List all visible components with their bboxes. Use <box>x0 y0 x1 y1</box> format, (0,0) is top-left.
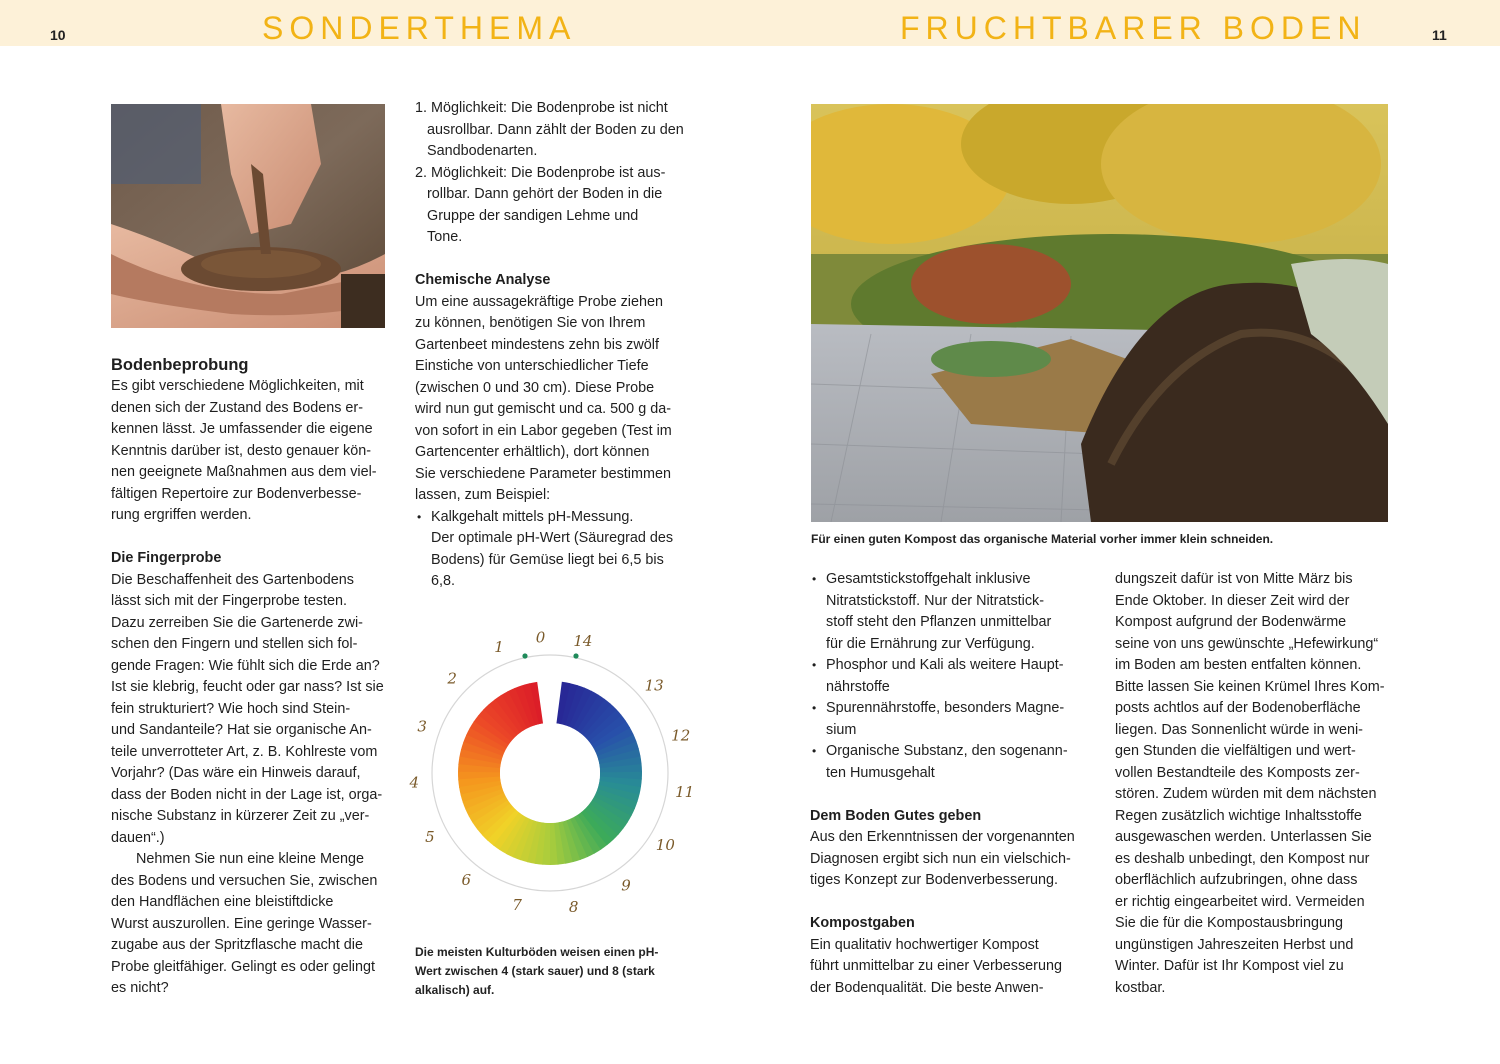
caption-line: alkalisch) auf. <box>415 983 495 997</box>
ph-label: 6 <box>461 871 472 890</box>
finger-line: teile unverrotteter Art, z. B. Kohlreste vom <box>111 743 378 760</box>
nutrient-line: nährstoffe <box>826 678 890 695</box>
finger-line: schen den Fingern und stellen sich fol- <box>111 636 358 652</box>
column-4 <box>1115 569 1390 999</box>
nutrient-line: ten Humusgehalt <box>826 764 935 781</box>
ph-label: 4 <box>409 773 420 792</box>
intro-line: fältigen Repertoire zur Bodenverbesse- <box>111 485 362 502</box>
parameter-line: 6,8. <box>431 573 456 589</box>
body-line: Regen zusätzlich wichtige Inhaltsstoffe <box>1115 807 1362 824</box>
ph-label: 3 <box>417 717 427 736</box>
finger-line: Dazu zerreiben Sie die Gartenerde zwi- <box>111 614 363 631</box>
heading-chemische-analyse: Chemische Analyse <box>415 272 551 288</box>
finger-line: nische Substanz in kürzerer Zeit zu „ver- <box>111 808 370 824</box>
ph-wheel-svg <box>400 625 700 930</box>
ph-label: 14 <box>573 632 593 651</box>
heading-bodenbeprobung: Bodenbeprobung <box>111 356 249 374</box>
body-line: vollen Bestandteile des Komposts zer- <box>1115 764 1360 781</box>
intro-line: rung ergriffen werden. <box>111 507 252 523</box>
option-line: Tone. <box>427 229 463 245</box>
body-line: im Boden am besten entfalten können. <box>1115 657 1362 673</box>
running-head-right: FRUCHTBARER BODEN <box>900 10 1367 46</box>
body-line: ungünstigen Jahreszeiten Herbst und <box>1115 936 1354 953</box>
body-line: Winter. Dafür ist Ihr Kompost viel zu <box>1115 958 1344 974</box>
options-list <box>415 98 690 249</box>
body-line: Ein qualitativ hochwertiger Kompost <box>810 936 1039 953</box>
nutrient-item <box>810 698 1085 741</box>
body-line: führt unmittelbar zu einer Verbesserung <box>810 958 1062 974</box>
finger-line: dauen“.) <box>111 829 165 846</box>
ph-label: 0 <box>535 628 546 647</box>
soil-hands-photo <box>111 104 385 328</box>
parameter-item <box>415 507 690 593</box>
heading-fingerprobe: Die Fingerprobe <box>111 550 222 566</box>
option-line: rollbar. Dann gehört der Boden in die <box>427 186 663 202</box>
marker-dot <box>522 653 527 658</box>
finger-line: lässt sich mit der Fingerprobe testen. <box>111 593 347 609</box>
finger-line: Ist sie klebrig, feucht oder gar nass? Ist sie <box>111 679 384 695</box>
ph-label: 1 <box>494 637 504 656</box>
body-line: es deshalb unbedingt, den Kompost nur <box>1115 850 1370 867</box>
analysis-line: wird nun gut gemischt und ca. 500 g da- <box>415 401 671 417</box>
wurst-line: Probe gleitfähiger. Gelingt es oder gelingt <box>111 958 375 975</box>
finger-line: und Sandanteile? Hat sie organische An- <box>111 722 372 738</box>
running-head-left: SONDERTHEMA <box>262 10 577 46</box>
column-2 <box>415 98 690 593</box>
ph-wheel-caption <box>415 943 690 1000</box>
page-number-left: 10 <box>50 27 66 43</box>
nutrient-line: • Gesamtstickstoffgehalt inklusive <box>826 571 1031 587</box>
body-line: Diagnosen ergibt sich nun ein vielschich- <box>810 850 1071 867</box>
body-line: ausgewaschen werden. Unterlassen Sie <box>1115 829 1372 845</box>
ph-label: 2 <box>447 669 457 688</box>
wheel-center <box>500 723 600 823</box>
ph-label: 10 <box>655 836 675 855</box>
analysis-line: von sofort in ein Labor gegeben (Test im <box>415 422 672 439</box>
option-line: Möglichkeit: Die Bodenprobe ist aus- <box>431 164 666 181</box>
option-item <box>415 98 690 163</box>
body-line: posts achtlos auf der Bodenoberfläche <box>1115 700 1361 716</box>
analysis-line: Gartencenter erhältlich), dort können <box>415 444 650 460</box>
analysis-line: Gartenbeet mindestens zehn bis zwölf <box>415 336 659 353</box>
wurst-line: Nehmen Sie nun eine kleine Menge <box>136 851 365 867</box>
ph-label: 12 <box>671 726 691 745</box>
nutrient-line: stoff steht den Pflanzen unmittelbar <box>826 614 1052 630</box>
body-line: liegen. Das Sonnenlicht würde in weni- <box>1115 721 1363 738</box>
analysis-line: Einstiche von unterschiedlicher Tiefe <box>415 358 649 374</box>
option-line: Möglichkeit: Die Bodenprobe ist nicht <box>431 100 668 116</box>
finger-line: Vorjahr? (Das wäre ein Hinweis darauf, <box>111 765 361 781</box>
nutrient-item <box>810 741 1085 784</box>
ph-label: 13 <box>644 676 664 695</box>
marker-dot <box>573 653 578 658</box>
heading-dem-boden-gutes-geben: Dem Boden Gutes geben <box>810 807 982 824</box>
body-line: Kompost aufgrund der Bodenwärme <box>1115 614 1347 630</box>
wurst-line: den Handflächen eine bleistiftdicke <box>111 894 334 910</box>
wurst-line: es nicht? <box>111 980 169 996</box>
analysis-line: Sie verschiedene Parameter bestimmen <box>415 465 671 482</box>
analysis-line: zu können, benötigen Sie von Ihrem <box>415 315 646 331</box>
caption-line: Die meisten Kulturböden weisen einen pH- <box>415 945 659 959</box>
caption-line: Wert zwischen 4 (stark sauer) und 8 (stark <box>415 964 655 978</box>
nutrient-list <box>810 569 1085 784</box>
column-3 <box>810 569 1085 999</box>
body-line: dungszeit dafür ist von Mitte März bis <box>1115 571 1353 587</box>
body-line: stören. Zudem würden mit dem nächsten <box>1115 786 1377 802</box>
option-number: 1. <box>415 100 428 116</box>
ph-label: 9 <box>621 876 631 895</box>
page-number-right: 11 <box>1432 27 1447 43</box>
nutrient-line: für die Ernährung zur Verfügung. <box>826 635 1035 652</box>
nutrient-line: • Organische Substanz, den sogenann- <box>826 743 1068 759</box>
option-line: Gruppe der sandigen Lehme und <box>427 207 639 224</box>
wurst-line: des Bodens und versuchen Sie, zwischen <box>111 872 378 889</box>
option-line: Sandbodenarten. <box>427 143 538 159</box>
nutrient-line: • Spurennährstoffe, besonders Magne- <box>826 700 1065 716</box>
parameter-line: • Kalkgehalt mittels pH-Messung. <box>431 508 634 525</box>
column-1 <box>111 354 386 1000</box>
intro-line: kennen lässt. Je umfassender die eigene <box>111 421 373 437</box>
parameter-line: Bodens) für Gemüse liegt bei 6,5 bis <box>431 551 664 568</box>
intro-line: nen geeignete Maßnahmen aus dem viel- <box>111 464 377 480</box>
body-line: gen Stunden die vielfältigen und wert- <box>1115 743 1356 759</box>
ph-color-wheel <box>400 625 700 930</box>
intro-line: Kenntnis darüber ist, desto genauer kön- <box>111 442 371 459</box>
body-line: Aus den Erkenntnissen der vorgenannten <box>810 829 1075 845</box>
option-number: 2. <box>415 164 428 181</box>
finger-line: fein strukturiert? Wie hoch sind Stein- <box>111 700 351 717</box>
nutrient-item <box>810 569 1085 655</box>
analysis-line: Um eine aussagekräftige Probe ziehen <box>415 293 663 310</box>
nutrient-item <box>810 655 1085 698</box>
intro-line: denen sich der Zustand des Bodens er- <box>111 399 363 416</box>
body-line: der Bodenqualität. Die beste Anwen- <box>810 979 1044 996</box>
nutrient-line: sium <box>826 721 857 738</box>
option-item <box>415 163 690 249</box>
heading-kompostgaben: Kompostgaben <box>810 915 915 931</box>
compost-photo-caption: Für einen guten Kompost das organische Material vorher immer klein schneiden. <box>811 532 1274 546</box>
body-line: kostbar. <box>1115 979 1166 996</box>
intro-line: Es gibt verschiedene Möglichkeiten, mit <box>111 378 364 394</box>
compost-garden-photo <box>811 104 1388 522</box>
wurst-line: Wurst auszurollen. Eine geringe Wasser- <box>111 915 372 932</box>
finger-line: Die Beschaffenheit des Gartenbodens <box>111 571 354 588</box>
finger-line: gende Fragen: Wie fühlt sich die Erde an? <box>111 657 380 674</box>
analysis-line: (zwischen 0 und 30 cm). Diese Probe <box>415 379 655 396</box>
nutrient-line: Nitratstickstoff. Nur der Nitratstick- <box>826 592 1045 609</box>
option-line: ausrollbar. Dann zählt der Boden zu den <box>427 121 684 138</box>
body-line: seine von uns gewünschte „Hefewirkung“ <box>1115 635 1379 652</box>
ph-label: 8 <box>568 897 579 916</box>
parameter-line: Der optimale pH-Wert (Säuregrad des <box>431 530 674 546</box>
body-line: Sie die für die Kompostausbringung <box>1115 915 1343 931</box>
ph-label: 5 <box>425 827 435 846</box>
body-line: Ende Oktober. In dieser Zeit wird der <box>1115 592 1350 609</box>
body-line: tiges Konzept zur Bodenverbesserung. <box>810 872 1058 888</box>
wurst-line: zugabe aus der Spritzflasche macht die <box>111 937 363 953</box>
body-line: Bitte lassen Sie keinen Krümel Ihres Kom- <box>1115 678 1385 695</box>
body-line: er richtig eingearbeitet wird. Vermeiden <box>1115 893 1365 910</box>
ph-label: 11 <box>675 782 695 801</box>
parameter-list <box>415 507 690 593</box>
ph-label: 7 <box>512 895 522 914</box>
finger-line: dass der Boden nicht in der Lage ist, orga- <box>111 786 383 803</box>
body-line: oberflächlich aufzubringen, ohne dass <box>1115 872 1358 888</box>
nutrient-line: • Phosphor und Kali als weitere Haupt- <box>826 657 1064 673</box>
analysis-line: lassen, zum Beispiel: <box>415 487 551 503</box>
